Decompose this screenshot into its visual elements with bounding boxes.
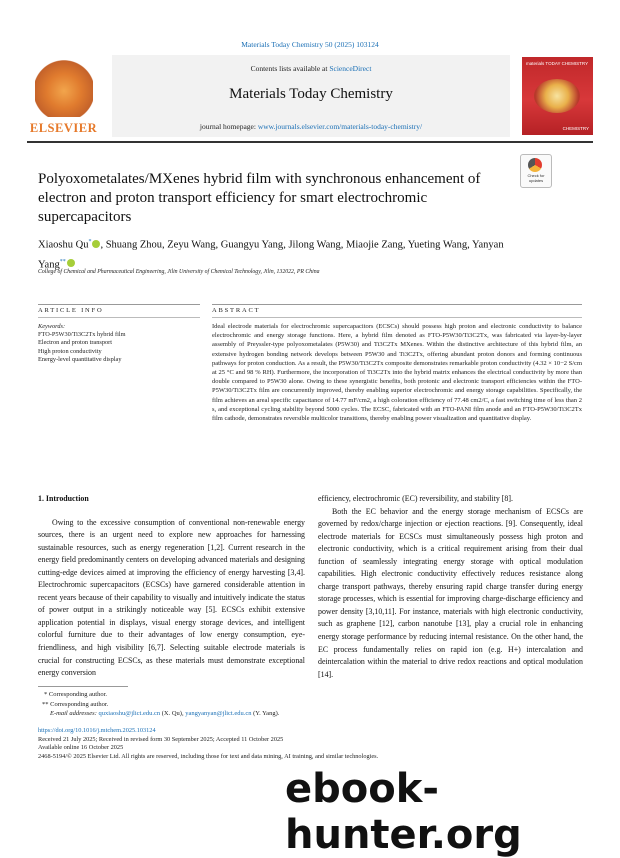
- abstract-rule: [212, 304, 582, 305]
- affiliation: College of Chemical and Pharmaceutical Engineering, Jilin University of Chemical Technology, Jilin, 132022, PR China: [38, 269, 320, 275]
- cover-label: CHEMISTRY: [562, 126, 589, 131]
- journal-name: Materials Today Chemistry: [229, 86, 393, 102]
- elsevier-wordmark: ELSEVIER: [29, 121, 98, 135]
- footnote-rule: [38, 686, 128, 687]
- copyright-line: 2468-5194/© 2025 Elsevier Ltd. All rights are reserved, including those for text and data mining, AI training, and similar technologies.: [38, 752, 379, 760]
- elsevier-logo[interactable]: [27, 55, 100, 137]
- author-separator: ,: [402, 239, 408, 251]
- article-info-rule-lower: [38, 317, 200, 318]
- keyword-item: Energy-level quantitative display: [38, 356, 122, 364]
- footnote-corresponding-1: * Corresponding author.: [44, 691, 108, 698]
- journal-citation[interactable]: Materials Today Chemistry 50 (2025) 103124: [241, 40, 379, 49]
- homepage-link[interactable]: www.journals.elsevier.com/materials-today-chemistry/: [257, 122, 423, 131]
- publication-info: [38, 727, 583, 761]
- email-link-qu[interactable]: quxiaoshu@jlict.edu.cn: [98, 710, 161, 717]
- email-link-yang[interactable]: yangyanyan@jlict.edu.cn: [185, 710, 252, 717]
- contents-line: Contents lists available at ScienceDirect: [250, 64, 372, 73]
- article-info-heading: ARTICLE INFO: [38, 307, 104, 314]
- footnote-emails: E-mail addresses: quxiaoshu@jlict.edu.cn (X. Qu), yangyanyan@jlict.edu.cn (Y. Yang).: [50, 710, 280, 717]
- keyword-item: Electron and proton transport: [38, 339, 112, 347]
- journal-masthead: [27, 55, 593, 138]
- author-name[interactable]: Yanyan Yang: [38, 239, 504, 270]
- author-name[interactable]: Xiaoshu Qu: [38, 239, 89, 251]
- author-separator: ,: [283, 239, 289, 251]
- author-separator: ,: [340, 239, 347, 251]
- keyword-item: FTO-P5W30/Ti3C2Tx hybrid film: [38, 331, 126, 338]
- sciencedirect-link[interactable]: ScienceDirect: [329, 64, 372, 73]
- cover-artwork: [534, 79, 580, 113]
- author-name[interactable]: Yueting Wang: [407, 239, 468, 251]
- author-name[interactable]: Jilong Wang: [288, 239, 341, 251]
- body-column-left: [38, 493, 305, 680]
- body-paragraph: efficiency, electrochromic (EC) reversibility, and stability [8].: [318, 494, 513, 503]
- section-heading-introduction: 1. Introduction: [38, 494, 89, 503]
- article-title: Polyoxometalates/MXenes hybrid film with synchronous enhancement of electron and proton transport efficiency for smart electrochromic supercapacitors: [38, 171, 481, 225]
- body-paragraph: Both the EC behavior and the energy storage mechanism of ECSCs are governed by redox/charge injection or ejection reactions. [9]. Consequently, ideal electrode materials for ECSCs must simultaneously possess high proton and electronic conductivity, which is a critical requirement arising from their dual function of seamlessly integrating energy storage with optical modulation capabilities. High electronic conductivity effectively reduces resistance along charge transport pathways, thereby ensuring rapid charge transfer during energy storage processes, which is essential for improving charge-discharge efficiency and power density [3,10,11]. For instance, materials with high electronic conductivity, such as graphene [12], carbon nanotube [13], play a crucial role in enhancing energy storage performance by reducing internal resistance. On the other hand, the EC process fundamentally relies on rapid ion (e.g. H+) intercalation and deintercalation within the material to drive redox reactions and optical modulation [14].: [318, 506, 583, 679]
- check-for-updates-badge[interactable]: [520, 154, 552, 188]
- author-name[interactable]: Guangyu Yang: [220, 239, 284, 251]
- author-separator: ,: [215, 239, 221, 251]
- watermark: ebook-hunter.org: [285, 766, 522, 858]
- cover-title: materials TODAY CHEMISTRY: [526, 61, 589, 66]
- article-info-rule: [38, 304, 200, 305]
- check-updates-icon: [528, 158, 542, 172]
- corresponding-mark[interactable]: *: [88, 239, 92, 245]
- keywords-label: Keywords:: [38, 323, 66, 330]
- masthead-rule: [27, 141, 593, 143]
- journal-cover-thumbnail[interactable]: [522, 57, 593, 135]
- masthead-banner: [112, 55, 510, 137]
- footnote-corresponding-2: ** Corresponding author.: [42, 700, 109, 708]
- available-online: Available online 16 October 2025: [38, 744, 124, 752]
- check-updates-label: Check for updates: [527, 173, 545, 183]
- orcid-icon[interactable]: [67, 259, 75, 267]
- author-name[interactable]: Miaojie Zang: [346, 239, 403, 251]
- author-separator: ,: [467, 239, 472, 251]
- abstract-text: Ideal electrode materials for electrochromic supercapacitors (ECSCs) should possess high proton and electronic conductivity to balance electrochromic and energy storage functions. Here, a hybrid film denoted as FTO-P5W30/Ti3C2Tx, was fabricated via layer-by-layer assembly of Preyssler-type polyoxometalates (P5W30) and Ti3C2Tx MXenes. Within the distinctive architecture of this hybrid film, an extensive hydrogen bonding network develops between P5W30 and Ti3C2Tx, offering abundant proton donors and forming continuous pathways for proton conduction. As a result, the P5W30/Ti3C2Tx composite demonstrates remarkable proton conductivity (4.32 × 10−2 S/cm at 25 °C and 98 % RH). Furthermore, the incorporation of Ti3C2Tx into the hybrid matrix enhances the electrical conductivity by more than double compared to P5W30 alone. Owing to these synergistic benefits, both protonic and electronic transport efficiencies within the FTO-P5W30/Ti3C2Tx film are concurrently improved, thereby enabling superior electrochromic and energy storage capabilities. Specifically, the film achieves an areal specific capacitance of 14.77 mF/cm2, a high coloration efficiency of 77.48 cm2/C, a fast switching time of less than 2 s, and exceptional cycling stability beyond 5000 cycles. The ECSC, fabricated with an FTO-PANI film anode and an FTO-P5W30/Ti3C2Tx film cathode, demonstrates reversible multicolor transitions, thereby enabling power visualization and quantitative display.: [212, 323, 582, 423]
- abstract-heading: ABSTRACT: [212, 307, 261, 314]
- keyword-item: High proton conductivity: [38, 347, 102, 355]
- body-paragraph: Owing to the excessive consumption of conventional non-renewable energy sources, there is an urgent need to explore new approaches for harnessing sustainable resources, such as energy regeneration [1,2]. Current research in the energy field predominantly centers on developing advanced materials and designing cutting-edge devices aimed at improving the efficiency of energy harvesting [3,4]. Electrochromic supercapacitors (ECSCs) have garnered considerable attention in recent years because of their capability to visually and intuitively indicate the status of power output in a strikingly noticeable way [5]. ECSCs exhibit extensive application potential in displays, visual energy storage devices, and intelligent colorful furniture due to their advantages of low energy consumption, eye-friendliness, and high visibility [6,7]. Selecting suitable electrode materials is crucial for constructing ECSCs, as these materials must demonstrate exceptional energy conversion: [38, 517, 305, 678]
- homepage-line: journal homepage: www.journals.elsevier.com/materials-today-chemistry/: [199, 122, 423, 131]
- footnotes: [38, 690, 583, 719]
- author-separator: ,: [100, 239, 106, 251]
- elsevier-tree-icon: [35, 59, 93, 117]
- body-column-right: [318, 493, 583, 681]
- abstract-rule-lower: [212, 317, 582, 318]
- received-dates: Received 21 July 2025; Received in revised form 30 September 2025; Accepted 11 October 2025: [38, 735, 284, 743]
- author-name[interactable]: Shuang Zhou: [105, 239, 163, 251]
- author-list: [38, 234, 518, 273]
- author-name[interactable]: Zeyu Wang: [167, 239, 216, 251]
- keywords-list: [38, 331, 188, 365]
- doi-link[interactable]: https://doi.org/10.1016/j.mtchem.2025.103124: [38, 727, 156, 734]
- author-separator: ,: [162, 239, 168, 251]
- corresponding-mark[interactable]: **: [59, 258, 66, 265]
